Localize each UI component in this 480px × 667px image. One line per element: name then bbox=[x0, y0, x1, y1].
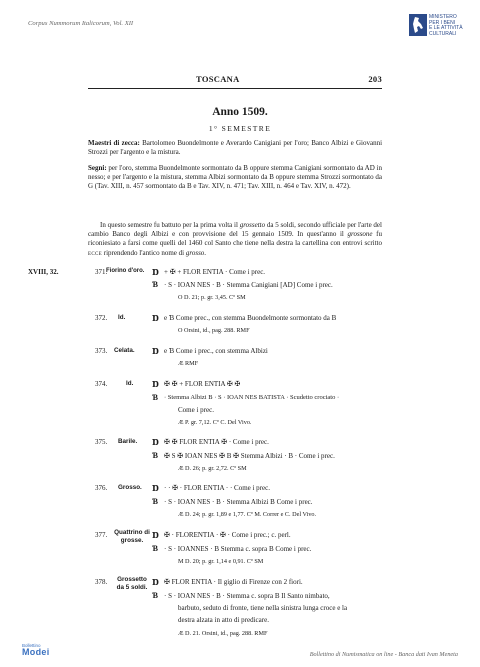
page-number: 203 bbox=[368, 74, 382, 84]
inscription-term: ecce bbox=[88, 248, 102, 257]
metal-weight: Æ P. gr. 7,12. Cº C. Del Vivo. bbox=[178, 419, 252, 426]
notes-paragraph bbox=[88, 221, 382, 258]
header-rule bbox=[88, 88, 382, 89]
obverse-legend: e Ɓ Come prec., con stemma Buondelmonte sormontato da B bbox=[164, 314, 337, 322]
obverse-legend: · · ✠ · FLOR ENTIA · · Come i prec. bbox=[164, 484, 270, 492]
entry-number: 376. bbox=[95, 484, 108, 492]
text-run: . bbox=[204, 248, 207, 257]
obverse-legend: ✠ FLOR ENTIA · Il giglio di Firenze con 2 fiori. bbox=[164, 578, 303, 586]
italic-term: grossetto bbox=[239, 221, 266, 229]
obverse-symbol: Ɒ bbox=[152, 484, 159, 493]
denomination: Id. bbox=[126, 380, 134, 387]
ministry-logo bbox=[409, 14, 471, 36]
reverse-legend: · S · IOAN NES · B · Stemma Albizi B Come i prec. bbox=[164, 498, 313, 506]
denomination: Id. bbox=[118, 314, 126, 321]
reverse-legend-cont: barbuto, seduto di fronte, tiene nella sinistra lunga croce e la bbox=[178, 604, 348, 612]
ministry-line: MINISTERO bbox=[429, 14, 457, 20]
metal-weight: Æ D. 26; p. gr. 2,72. Cº SM bbox=[178, 465, 247, 472]
text-run: da 5 soldi, secondo ufficiale per l'arte del cambio Banco degli Albizi e con provvisione del 15 gennaio 1509. In quest'anno il bbox=[88, 221, 382, 239]
entry-number: 373. bbox=[95, 347, 108, 355]
running-header bbox=[88, 74, 382, 84]
corpus-caption: Corpus Nummorum Italicorum, Vol. XII bbox=[28, 20, 134, 27]
paragraph-body: per l'oro, stemma Buondelmonte sormontato da B oppure stemma Canigiani sormontato da AD in nesso; e per l'argento e la mistura, stemma Albizi sormontato da B oppure stemma Strozzi sormontato da G (Tav. XIII, n. 457 sormontato da B e Tav. XIV, n. 471; Tav. XIII, n. 464 e Tav. XIV, n. 472). bbox=[88, 164, 382, 191]
obverse-legend: ✠ ✠ + FLOR ENTIA ✠ ✠ bbox=[164, 380, 241, 388]
reverse-legend-cont: destra alzata in atto di predicare. bbox=[178, 616, 269, 624]
paragraph-lead: Maestri di zecca: bbox=[88, 139, 140, 147]
obverse-symbol: Ɒ bbox=[152, 578, 159, 587]
obverse-symbol: Ɒ bbox=[152, 531, 159, 540]
metal-weight: Æ D. 24; p. gr. 1,89 e 1,77. Cº M. Correr e C. Del Vivo. bbox=[178, 511, 317, 518]
italic-term: grosso bbox=[185, 248, 205, 257]
footer-caption: Bollettino di Numismatica on line - Banca dati Ivan Meneta bbox=[309, 651, 458, 658]
ministry-line: E LE ATTIVITÀ bbox=[429, 25, 463, 32]
year-heading: Anno 1509. bbox=[212, 106, 268, 118]
denomination: Barile. bbox=[118, 438, 138, 445]
logo-small-text: Bollettino bbox=[22, 643, 41, 648]
entry-number: 378. bbox=[95, 578, 108, 586]
section-title: TOSCANA bbox=[196, 74, 240, 84]
obverse-legend: ✠ · FLORENTIA · ✠ · Come i prec.; c. perl. bbox=[164, 531, 291, 539]
metal-weight: O D. 21; p. gr. 3,45. Cº SM bbox=[178, 294, 246, 301]
entry-number: 374. bbox=[95, 380, 108, 388]
entry-number: 372. bbox=[95, 314, 108, 322]
mint-masters-paragraph bbox=[88, 139, 382, 157]
obverse-legend: + ✠ + FLOR ENTIA · Come i prec. bbox=[164, 268, 266, 276]
entry-number: 375. bbox=[95, 438, 108, 446]
metal-weight: Æ D. 21. Orsini, id., pag. 288. RMF bbox=[178, 630, 268, 637]
reverse-legend: · S · IOANNES · B Stemma c. sopra B Come i prec. bbox=[164, 545, 312, 553]
italic-term: grossone bbox=[347, 230, 373, 239]
metal-weight: O Orsini, id., pag. 288. RMF bbox=[178, 327, 250, 334]
obverse-symbol: Ɒ bbox=[152, 380, 159, 389]
reverse-symbol: Ɓ bbox=[152, 544, 159, 553]
logo-big-text: Modei bbox=[22, 647, 50, 657]
reverse-symbol: Ɓ bbox=[152, 591, 159, 600]
obverse-symbol: Ɒ bbox=[152, 268, 159, 277]
obverse-legend: ✠ ✠ FLOR ENTIA ✠ · Come i prec. bbox=[164, 438, 269, 446]
metal-weight: M D. 20; p. gr. 1,14 e 0,91. Cº SM bbox=[178, 558, 264, 565]
signs-paragraph bbox=[88, 164, 382, 192]
reverse-legend-cont: Come i prec. bbox=[178, 406, 214, 414]
ministry-line: PER I BENI bbox=[429, 19, 456, 26]
text-run: fu riconiesiato a farsi come quelli del 1460 col Santo che tiene nella destra la cartellina con entrovi scritto bbox=[88, 230, 382, 248]
denomination: Fiorino d'oro. bbox=[106, 268, 145, 274]
reverse-symbol: Ɓ bbox=[152, 393, 159, 402]
plate-reference: XVIII, 32. bbox=[28, 268, 59, 276]
paragraph-lead: Segni: bbox=[88, 164, 107, 172]
entry-number: 371. bbox=[95, 268, 108, 276]
denomination: Celata. bbox=[114, 347, 135, 354]
entry-number: 377. bbox=[95, 531, 108, 539]
italy-map-icon bbox=[409, 14, 427, 36]
paragraph-body: Bartolomeo Buondelmonte e Averardo Canigiani per l'oro; Banco Albizi e Giovanni Strozzi per l'argento e la mistura. bbox=[88, 139, 383, 157]
reverse-legend: ✠ S ✠ IOAN NES ✠ B ✠ Stemma Albizi · B · Come i prec. bbox=[164, 452, 335, 460]
denomination: Grosso. bbox=[118, 484, 142, 491]
reverse-legend: · S · IOAN NES · B · Stemma c. sopra B Il Santo nimbato, bbox=[164, 592, 330, 600]
denomination: Grossetto da 5 soldi. bbox=[116, 576, 148, 591]
reverse-symbol: Ɓ bbox=[152, 497, 159, 506]
ministry-text bbox=[429, 15, 463, 37]
reverse-legend: · Stemma Albizi B · S · IOAN NES BATISTA · Scudetto crociato · bbox=[164, 394, 340, 401]
reverse-symbol: Ɓ bbox=[152, 451, 159, 460]
reverse-legend: · S · IOAN NES · B · Stemma Canigiani [AD] Come i prec. bbox=[164, 281, 333, 289]
metal-weight: Æ RMF bbox=[178, 360, 199, 367]
text-run: In questo semestre fu battuto per la prima volta il bbox=[100, 221, 240, 229]
obverse-legend: e Ɓ Come i prec., con stemma Albizi bbox=[164, 347, 268, 355]
bollettino-logo bbox=[22, 643, 62, 657]
text-run: riprendendo l'antico nome di bbox=[101, 248, 186, 257]
semester-heading: 1° SEMESTRE bbox=[208, 124, 272, 133]
ministry-line: CULTURALI bbox=[429, 30, 457, 37]
obverse-symbol: Ɒ bbox=[152, 347, 159, 356]
obverse-symbol: Ɒ bbox=[152, 314, 159, 323]
reverse-symbol: Ɓ bbox=[152, 280, 159, 289]
denomination: Quattrino di grosse. bbox=[114, 529, 150, 544]
obverse-symbol: Ɒ bbox=[152, 438, 159, 447]
